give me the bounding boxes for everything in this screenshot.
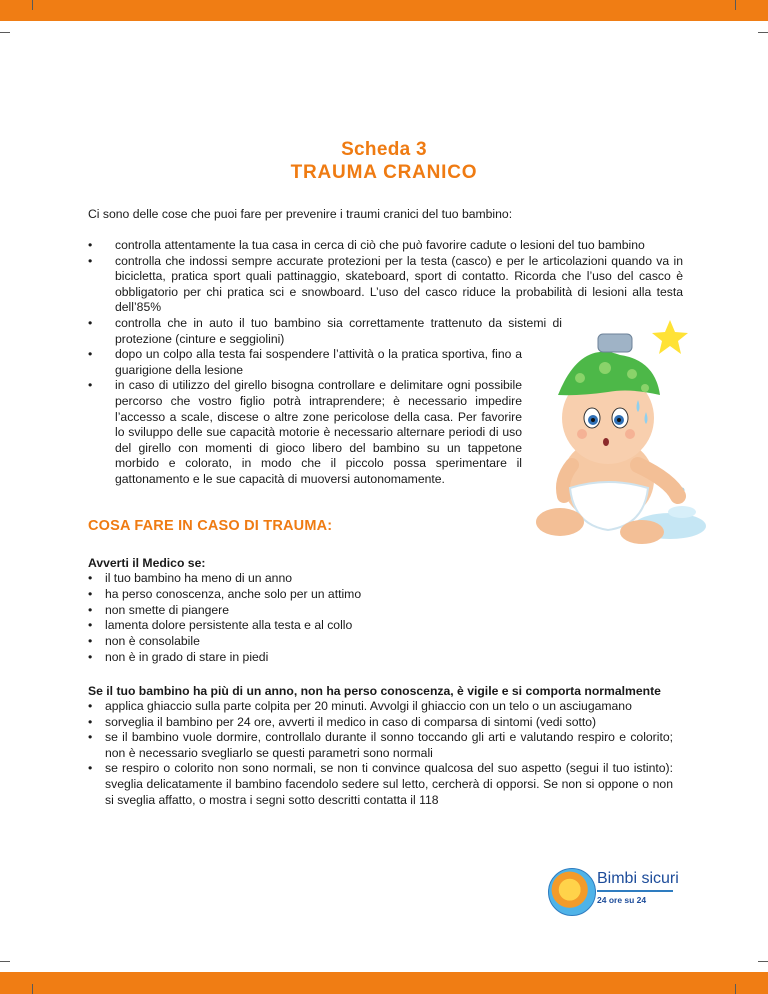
list-item: • sorveglia il bambino per 24 ore, avverti il medico in caso di comparsa di sintomi (vedi sotto) — [88, 715, 673, 731]
list-item: • in caso di utilizzo del girello bisogna controllare e delimitare ogni possibile percorso che vostro figlio potrà intraprendere; è necessario impedire l’accesso a scale, discese o altre zone pericolose della casa. Per favorire lo sviluppo delle sue capacità motorie è necessario alternare periodi di uso del girello con momenti di gioco libero del bambino su un tappetone morbido e colorato, in modo che il piccolo possa sperimentare il gattonamento e le sue capacità di muoversi autonomamente. — [88, 378, 522, 487]
list-item: • non smette di piangere — [88, 603, 488, 619]
logo-tagline: 24 ore su 24 — [597, 895, 647, 905]
section-title: COSA FARE IN CASO DI TRAUMA: — [88, 518, 333, 534]
list-item: • controlla che indossi sempre accurate protezioni per la testa (casco) e per le articolazioni quando va in bicicletta, pratica sport quali pattinaggio, skateboard, sport di contatto. Ricorda che l’uso del casco è obbligatorio per chi pratica sci e snowboard. L’uso del casco riduce la probabilità di lesioni alla testa dell’85% — [88, 254, 683, 316]
list-item: • lamenta dolore persistente alla testa e al collo — [88, 618, 488, 634]
older-child-heading: Se il tuo bambino ha più di un anno, non ha perso conoscenza, è vigile e si comporta normalmente — [88, 684, 661, 698]
baby-with-ice-bag-illustration — [520, 300, 710, 550]
title-topic: TRAUMA CRANICO — [290, 162, 478, 183]
list-item: • ha perso conoscenza, anche solo per un attimo — [88, 587, 488, 603]
list-item: • applica ghiaccio sulla parte colpita per 20 minuti. Avvolgi il ghiaccio con un telo o un asciugamano — [88, 699, 673, 715]
logo-name: Bimbi sicuri — [597, 870, 679, 887]
call-doctor-list — [88, 571, 488, 666]
crop-mark — [758, 32, 768, 33]
intro-text: Ci sono delle cose che puoi fare per prevenire i traumi cranici del tuo bambino: — [88, 207, 513, 221]
crop-mark — [0, 961, 10, 962]
crop-mark — [735, 0, 736, 10]
list-item: • se respiro o colorito non sono normali, se non ti convince qualcosa del suo aspetto (segui il tuo istinto): sveglia delicatamente il bambino facendolo sedere sul letto, cercherà di opporsi. Se non si oppone o non si sveglia affatto, o mostra i segni sotto descritti contatta il 118 — [88, 761, 673, 808]
list-item: • il tuo bambino ha meno di un anno — [88, 571, 488, 587]
call-doctor-heading: Avverti il Medico se: — [88, 556, 206, 570]
logo-emblem-icon — [548, 868, 596, 916]
crop-mark — [32, 0, 33, 10]
list-item: • controlla attentamente la tua casa in cerca di ciò che può favorire cadute o lesioni del tuo bambino — [88, 238, 683, 254]
crop-mark — [32, 984, 33, 994]
list-item: • non è in grado di stare in piedi — [88, 650, 488, 666]
crop-mark — [0, 32, 10, 33]
logo-divider — [597, 890, 673, 892]
list-item: • controlla che in auto il tuo bambino sia correttamente trattenuto da sistemi di protezione (cinture e seggiolini) — [88, 316, 562, 347]
crop-mark — [758, 961, 768, 962]
crop-mark — [735, 984, 736, 994]
list-item: • se il bambino vuole dormire, controllalo durante il sonno toccando gli arti e valutando respiro e colorito; non è necessario svegliarlo se questi parametri sono normali — [88, 730, 673, 761]
list-item: • non è consolabile — [88, 634, 488, 650]
bottom-orange-band — [0, 972, 768, 994]
top-orange-band — [0, 0, 768, 21]
list-item: • dopo un colpo alla testa fai sospendere l’attività o la pratica sportiva, fino a guarigione della lesione — [88, 347, 522, 378]
older-child-list — [88, 699, 673, 808]
page-title — [0, 138, 768, 185]
title-sheet-number: Scheda 3 — [341, 139, 427, 160]
